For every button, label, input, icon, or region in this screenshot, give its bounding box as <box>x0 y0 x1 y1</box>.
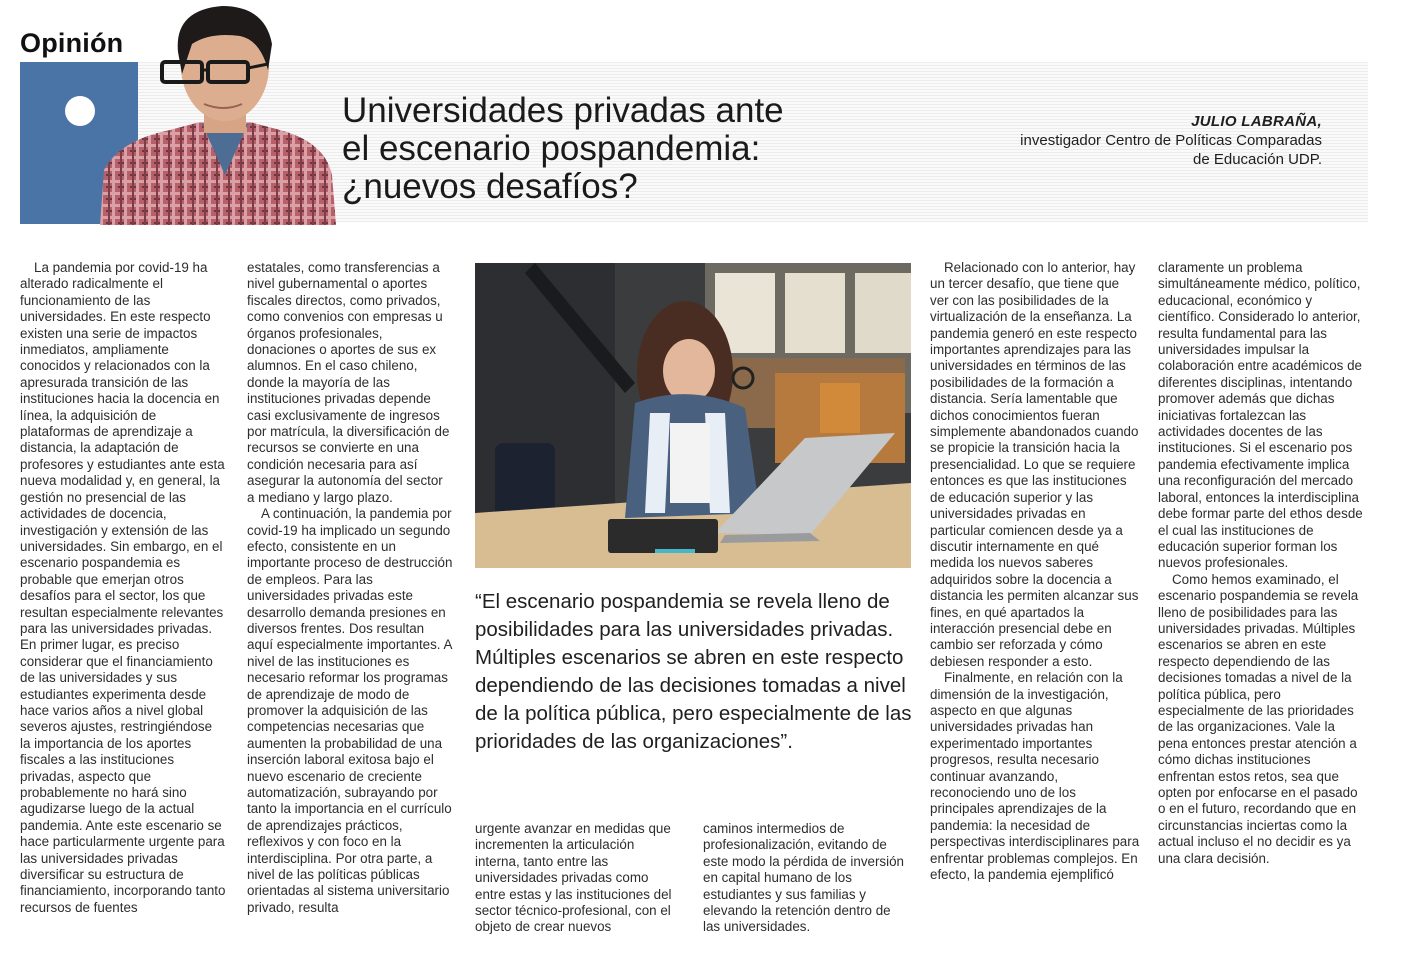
author-role: investigador Centro de Políticas Comparadas <box>1020 132 1322 149</box>
pull-quote: “El escenario pospandemia se revela lleno de posibilidades para las universidades privadas. Múltiples escenarios se abren en este respecto dependiendo de las decisiones tomadas a nivel de la política pública, pero especialmente de las prioridades de las organizaciones”. <box>475 590 912 753</box>
article-column-5 <box>930 260 1140 883</box>
section-label: Opinión <box>20 28 124 58</box>
paragraph: caminos intermedios de profesionalización, evitando de este modo la pérdida de inversión en capital humano de los estudiantes y sus familias y elevando la retención dentro de las universidades. <box>703 821 904 935</box>
article-column-3 <box>475 821 681 936</box>
article-column-6 <box>1158 260 1368 867</box>
article-column-1 <box>20 260 226 916</box>
headline <box>342 92 862 206</box>
article-photo <box>475 263 911 568</box>
paragraph: A continuación, la pandemia por covid-19 ha implicado un segundo efecto, consistente en un importante proceso de destrucción de empleos. Para las universidades privadas este desarrollo demanda presiones en diversos frentes. Dos resultan aquí especialmente importantes. A nivel de las instituciones es necesario reformar los programas de aprendizaje de modo de promover la adquisición de las competencias necesarias que aumenten la probabilidad de una inserción laboral exitosa bajo el nuevo escenario de creciente automatización, subrayando por tanto la importancia en el currículo de aprendizajes prácticos, reflexivos y con foco en la interdisciplina. Por otra parte, a nivel de las políticas públicas orientadas al sistema universitario privado, resulta <box>247 506 453 915</box>
author-photo <box>100 0 336 225</box>
paragraph: estatales, como transferencias a nivel gubernamental o aportes fiscales directos, como privados, como convenios con empresas u órganos profesionales, donaciones o aportes de sus ex alumnos. En el caso chileno, donde la mayoría de las instituciones privadas depende casi exclusivamente de ingresos por matrícula, la diversificación de recursos se convierte en una condición necesaria para así asegurar la autonomía del sector a mediano y largo plazo. <box>247 260 450 505</box>
paragraph: La pandemia por covid-19 ha alterado radicalmente el funcionamiento de las universidades. En este respecto existen una serie de impactos inmediatos, ampliamente conocidos y relacionados con la apresurada transición de las instituciones hacia la docencia en línea, la adquisición de plataformas de aprendizaje a distancia, la adaptación de profesores y estudiantes ante esta nueva modalidad y, en general, la gestión no presencial de las actividades de docencia, investigación y extensión de las universidades. Sin embargo, en el escenario pospandemia es probable que emerjan otros desafíos para el sector, los que resultan especialmente relevantes para las universidades privadas. En primer lugar, es preciso considerar que el financiamiento de las universidades y sus estudiantes experimenta desde hace varios años a nivel global severos ajustes, restringiéndose la importancia de los aportes fiscales a las instituciones privadas, aspecto que probablemente no hará sino agudizarse luego de la actual pandemia. Ante este escenario se hace particularmente urgente para las universidades privadas diversificar su estructura de financiamiento, incorporando tanto recursos de fuentes <box>20 260 226 915</box>
author-role: de Educación UDP. <box>1193 151 1322 168</box>
decorative-dot <box>65 96 95 126</box>
article-column-2 <box>247 260 453 916</box>
article-column-4 <box>703 821 909 936</box>
byline <box>1020 112 1322 169</box>
paragraph: urgente avanzar en medidas que incrementen la articulación interna, tanto entre las universidades privadas como entre estas y las instituciones del sector técnico-profesional, con el objeto de crear nuevos <box>475 821 672 935</box>
headline-line: ¿nuevos desafíos? <box>342 167 638 206</box>
paragraph: Como hemos examinado, el escenario pospandemia se revela lleno de posibilidades para las universidades privadas. Múltiples escenarios se abren en este respecto dependiendo de las decisiones tomadas a nivel de la política pública, pero especialmente de las prioridades de las organizaciones. Vale la pena entonces prestar atención a cómo dichas instituciones enfrentan estos retos, sea que opten por enfocarse en el pasado o en el futuro, recordando que en circunstancias inciertas como la actual incluso el no decidir es ya una clara decisión. <box>1158 571 1359 866</box>
paragraph: Finalmente, en relación con la dimensión de la investigación, aspecto en que algunas universidades privadas han experimentado importantes progresos, resulta necesario continuar avanzando, reconociendo uno de los principales aprendizajes de la pandemia: la necesidad de perspectivas interdisciplinares para enfrentar problemas complejos. En efecto, la pandemia ejemplificó <box>930 670 1140 883</box>
paragraph: claramente un problema simultáneamente médico, político, educacional, económico y científico. Considerado lo anterior, resulta fundamental para las universidades impulsar la colaboración entre académicos de diferentes disciplinas, intentando promover además que dichas iniciativas fortalezcan las actividades docentes de las instituciones. Si el escenario pos pandemia efectivamente implica una reconfiguración del mercado laboral, entonces la interdisciplina debe formar parte del ethos desde el cual las instituciones de educación superior forman los nuevos profesionales. <box>1158 260 1363 571</box>
author-name: JULIO LABRAÑA, <box>1191 113 1322 130</box>
paragraph: Relacionado con lo anterior, hay un tercer desafío, que tiene que ver con las posibilidades de la virtualización de la enseñanza. La pandemia generó en este respecto importantes aprendizajes para las universidades en términos de las posibilidades de la formación a distancia. Sería lamentable que dichos conocimientos fueran simplemente abandonados cuando se propicie la transición hacia la presencialidad. Lo que se requiere entonces es que las instituciones de educación superior y las universidades privadas en particular comiencen desde ya a discutir internamente en qué medida los nuevos saberes adquiridos sobre la docencia a distancia les permiten alcanzar sus fines, en qué apartados la interacción presencial debe en cambio ser reforzada y cómo debiesen responder a esto. <box>930 260 1139 669</box>
headline-line: Universidades privadas ante <box>342 91 784 130</box>
headline-line: el escenario pospandemia: <box>342 129 761 168</box>
